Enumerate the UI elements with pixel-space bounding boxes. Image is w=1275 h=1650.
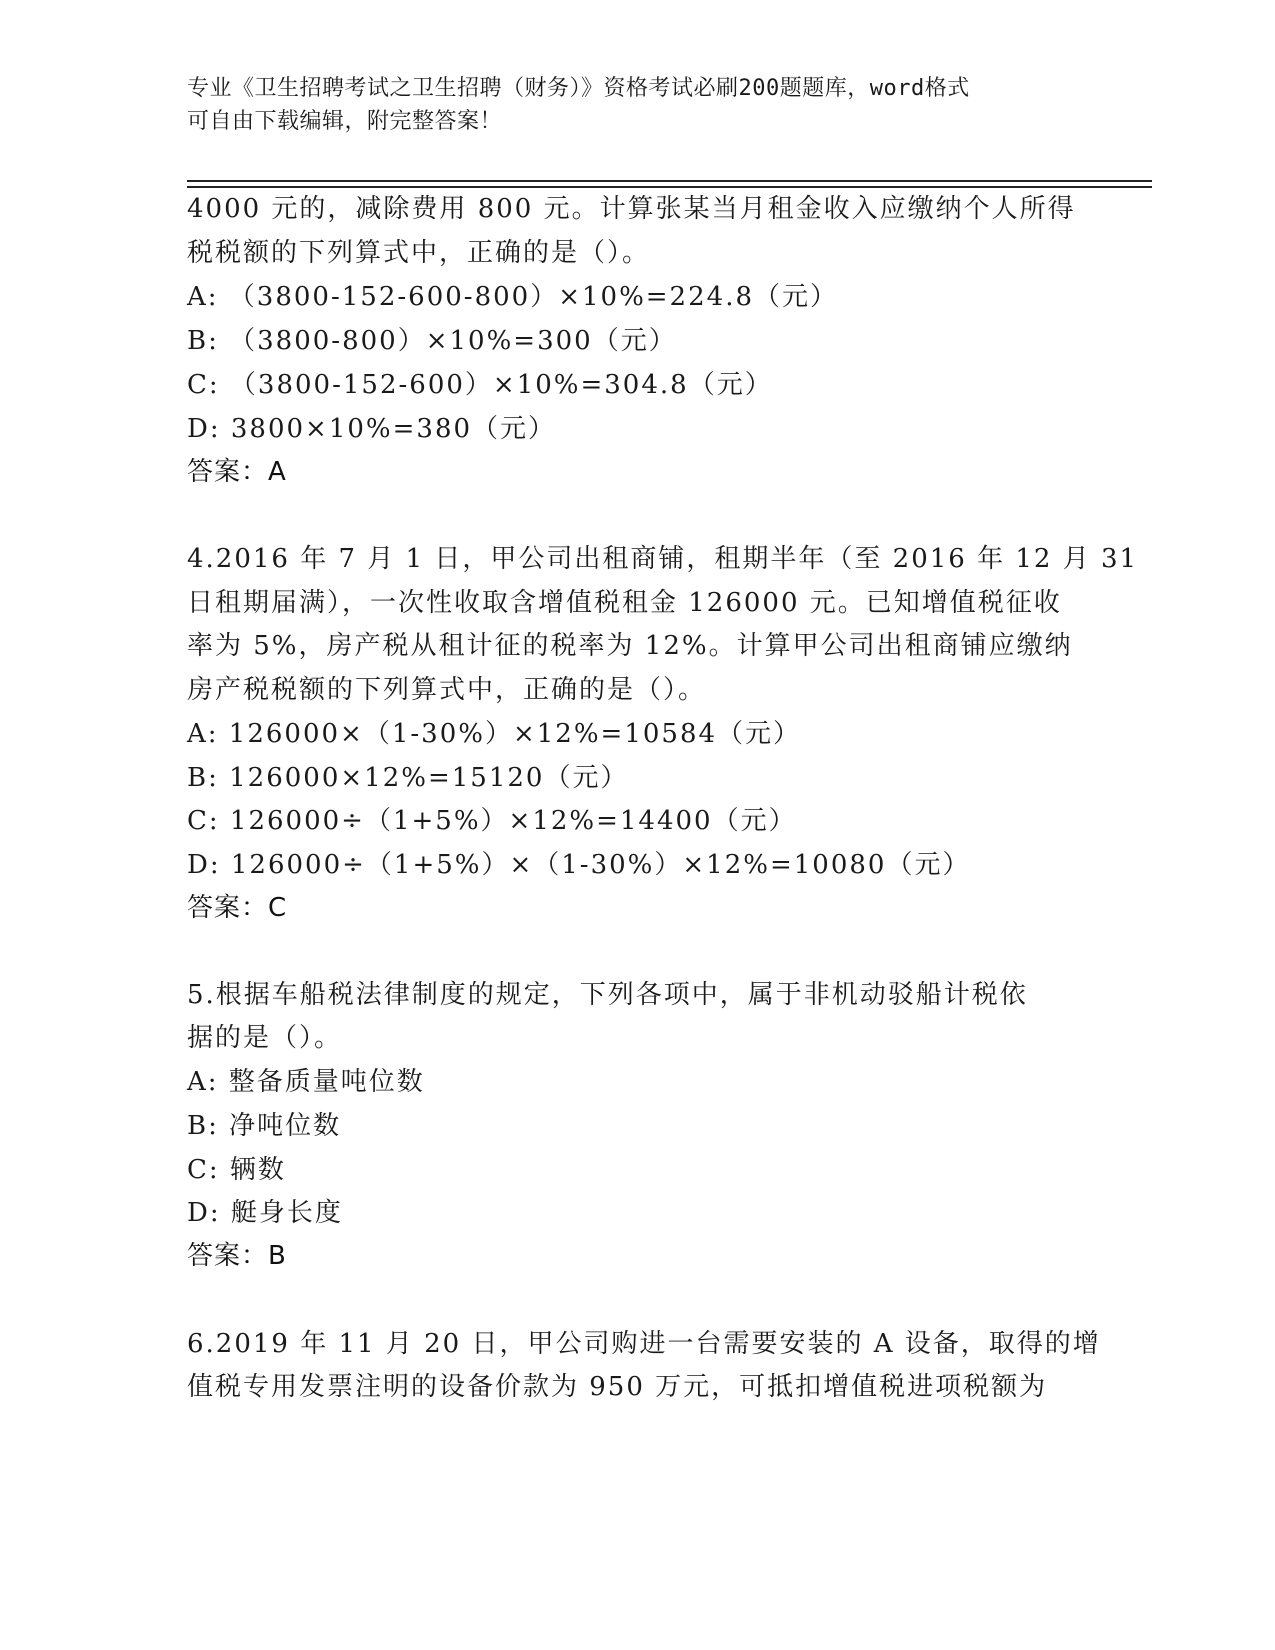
- question-4-text-line-3: 率为 5%，房产税从租计征的税率为 12%。计算甲公司出租商铺应缴纳: [187, 631, 1073, 661]
- question-5-option-c: C: 辆数: [187, 1155, 286, 1185]
- question-4-option-d: D: 126000÷（1+5%）×（1-30%）×12%=10080（元）: [187, 850, 971, 880]
- question-6-text-line-1: 6.2019 年 11 月 20 日，甲公司购进一台需要安装的 A 设备，取得的增: [187, 1329, 1101, 1359]
- question-3-option-b: B: （3800-800）×10%=300（元）: [187, 326, 677, 356]
- question-6-text-line-2: 值税专用发票注明的设备价款为 950 万元，可抵扣增值税进项税额为: [187, 1372, 1048, 1402]
- header-title-line-2: 可自由下载编辑，附完整答案！: [187, 109, 503, 134]
- question-4-option-b: B: 126000×12%=15120（元）: [187, 763, 629, 793]
- question-3-option-d: D: 3800×10%=380（元）: [187, 414, 557, 444]
- header-title-line-1: 专业《卫生招聘考试之卫生招聘（财务）》资格考试必刷200题题库，word格式: [187, 76, 970, 101]
- question-4-answer: 答案：C: [187, 893, 288, 923]
- question-5-text-line-2: 据的是（）。: [187, 1023, 343, 1053]
- question-4-text-line-2: 日租期届满），一次性收取含增值税租金 126000 元。已知增值税征收: [187, 588, 1062, 618]
- question-5-option-a: A: 整备质量吨位数: [187, 1067, 425, 1097]
- question-3-text-line-1: 4000 元的，减除费用 800 元。计算张某当月租金收入应缴纳个人所得: [187, 194, 1076, 224]
- header-divider-top: [187, 180, 1152, 182]
- question-3-option-c: C: （3800-152-600）×10%=304.8（元）: [187, 370, 773, 400]
- question-3-option-a: A: （3800-152-600-800）×10%=224.8（元）: [187, 282, 838, 312]
- question-5-text-line-1: 5.根据车船税法律制度的规定，下列各项中，属于非机动驳船计税依: [187, 980, 1028, 1010]
- question-3-answer: 答案：A: [187, 457, 287, 487]
- question-4-text-line-4: 房产税税额的下列算式中，正确的是（）。: [187, 675, 707, 705]
- question-5-answer: 答案：B: [187, 1241, 287, 1271]
- question-4-option-c: C: 126000÷（1+5%）×12%=14400（元）: [187, 806, 797, 836]
- document-header: [187, 72, 1067, 138]
- question-4-text-line-1: 4.2016 年 7 月 1 日，甲公司出租商铺，租期半年（至 2016 年 12 月 31: [187, 544, 1139, 574]
- question-4-option-a: A: 126000×（1-30%）×12%=10584（元）: [187, 719, 802, 749]
- question-5-option-d: D: 艇身长度: [187, 1198, 343, 1228]
- question-5-option-b: B: 净吨位数: [187, 1111, 342, 1141]
- question-3-text-line-2: 税税额的下列算式中，正确的是（）。: [187, 238, 651, 268]
